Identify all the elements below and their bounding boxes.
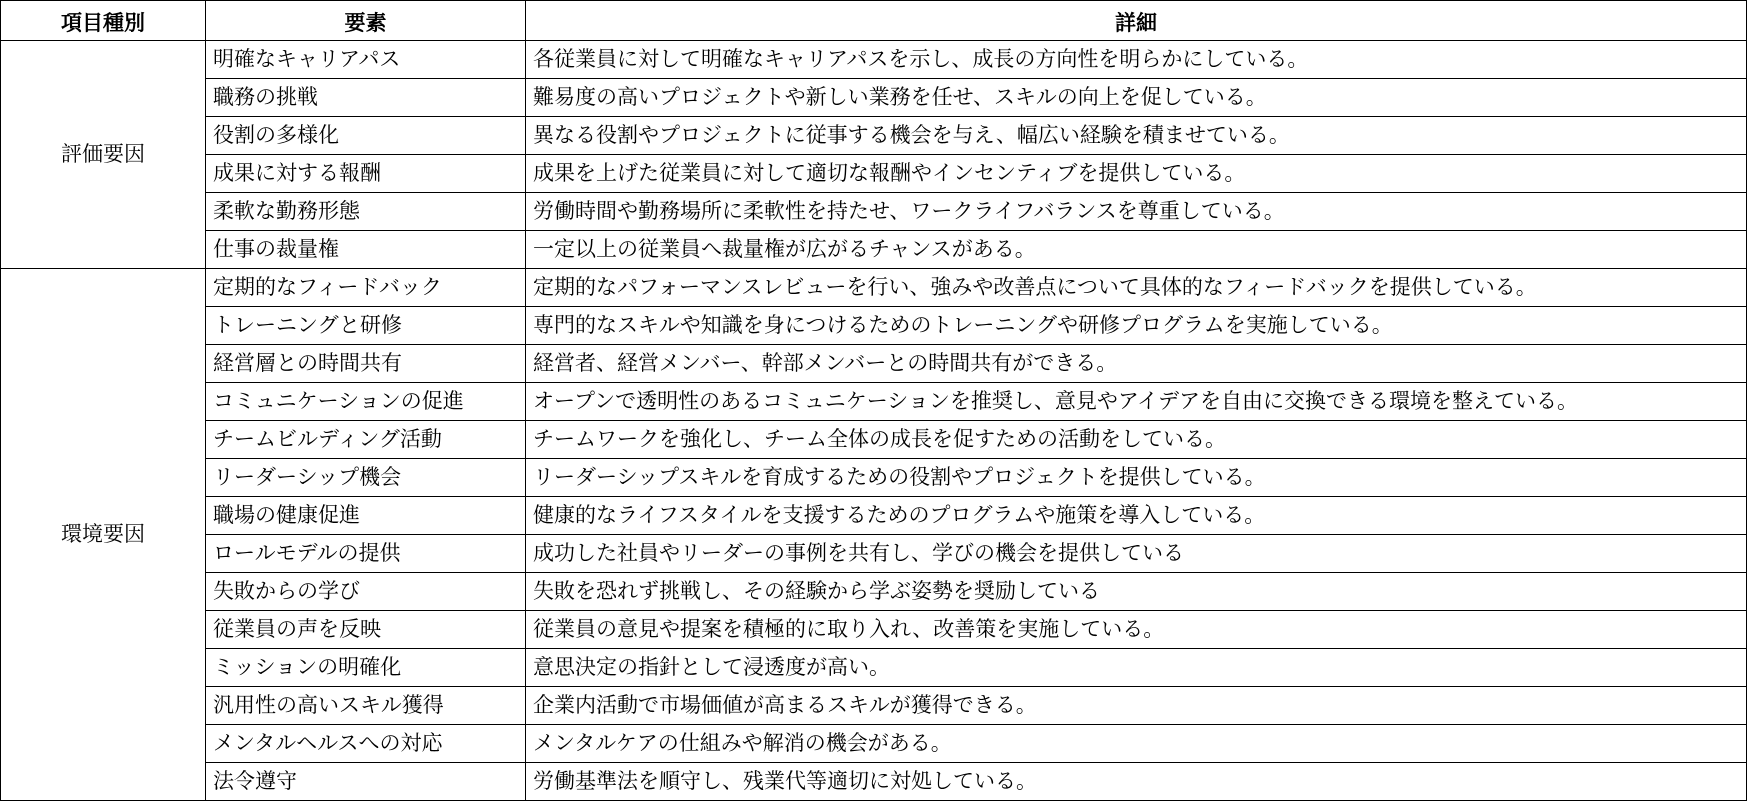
table-row [1,459,1747,497]
element-cell: リーダーシップ機会 [206,459,526,497]
table-row [1,193,1747,231]
detail-cell: チームワークを強化し、チーム全体の成長を促すための活動をしている。 [526,421,1747,459]
table-row [1,573,1747,611]
element-cell: 役割の多様化 [206,117,526,155]
element-cell: コミュニケーションの促進 [206,383,526,421]
detail-cell: 意思決定の指針として浸透度が高い。 [526,649,1747,687]
table-row [1,763,1747,801]
element-cell: 明確なキャリアパス [206,41,526,79]
table-row [1,345,1747,383]
element-cell: トレーニングと研修 [206,307,526,345]
detail-cell: オープンで透明性のあるコミュニケーションを推奨し、意見やアイデアを自由に交換できる環境を整えている。 [526,383,1747,421]
table-row [1,725,1747,763]
detail-cell: 難易度の高いプロジェクトや新しい業務を任せ、スキルの向上を促している。 [526,79,1747,117]
detail-cell: 労働基準法を順守し、残業代等適切に対処している。 [526,763,1747,801]
table-row [1,269,1747,307]
element-cell: 職場の健康促進 [206,497,526,535]
table-row [1,649,1747,687]
detail-cell: 健康的なライフスタイルを支援するためのプログラムや施策を導入している。 [526,497,1747,535]
table-row [1,79,1747,117]
table-body [1,41,1747,801]
detail-cell: 成果を上げた従業員に対して適切な報酬やインセンティブを提供している。 [526,155,1747,193]
element-cell: 失敗からの学び [206,573,526,611]
category-cell: 環境要因 [1,269,206,801]
element-cell: チームビルディング活動 [206,421,526,459]
element-cell: 従業員の声を反映 [206,611,526,649]
table-row [1,383,1747,421]
detail-cell: 一定以上の従業員へ裁量権が広がるチャンスがある。 [526,231,1747,269]
element-cell: 職務の挑戦 [206,79,526,117]
detail-cell: 経営者、経営メンバー、幹部メンバーとの時間共有ができる。 [526,345,1747,383]
table-row [1,117,1747,155]
detail-cell: リーダーシップスキルを育成するための役割やプロジェクトを提供している。 [526,459,1747,497]
table-row [1,41,1747,79]
table-row [1,231,1747,269]
element-cell: メンタルヘルスへの対応 [206,725,526,763]
element-cell: 法令遵守 [206,763,526,801]
element-cell: 経営層との時間共有 [206,345,526,383]
element-cell: 成果に対する報酬 [206,155,526,193]
detail-cell: 定期的なパフォーマンスレビューを行い、強みや改善点について具体的なフィードバックを提供している。 [526,269,1747,307]
element-cell: 柔軟な勤務形態 [206,193,526,231]
table-row [1,307,1747,345]
header-detail: 詳細 [526,1,1747,41]
table-row [1,687,1747,725]
element-cell: ロールモデルの提供 [206,535,526,573]
table-row [1,611,1747,649]
category-cell: 評価要因 [1,41,206,269]
header-row [1,1,1747,41]
table-row [1,535,1747,573]
detail-cell: 労働時間や勤務場所に柔軟性を持たせ、ワークライフバランスを尊重している。 [526,193,1747,231]
header-element: 要素 [206,1,526,41]
element-cell: 定期的なフィードバック [206,269,526,307]
detail-cell: 異なる役割やプロジェクトに従事する機会を与え、幅広い経験を積ませている。 [526,117,1747,155]
table-row [1,155,1747,193]
detail-cell: メンタルケアの仕組みや解消の機会がある。 [526,725,1747,763]
detail-cell: 各従業員に対して明確なキャリアパスを示し、成長の方向性を明らかにしている。 [526,41,1747,79]
element-cell: 汎用性の高いスキル獲得 [206,687,526,725]
detail-cell: 企業内活動で市場価値が高まるスキルが獲得できる。 [526,687,1747,725]
table-row [1,421,1747,459]
header-category: 項目種別 [1,1,206,41]
detail-cell: 成功した社員やリーダーの事例を共有し、学びの機会を提供している [526,535,1747,573]
element-cell: 仕事の裁量権 [206,231,526,269]
detail-cell: 専門的なスキルや知識を身につけるためのトレーニングや研修プログラムを実施している。 [526,307,1747,345]
detail-cell: 従業員の意見や提案を積極的に取り入れ、改善策を実施している。 [526,611,1747,649]
element-cell: ミッションの明確化 [206,649,526,687]
detail-cell: 失敗を恐れず挑戦し、その経験から学ぶ姿勢を奨励している [526,573,1747,611]
table-row [1,497,1747,535]
